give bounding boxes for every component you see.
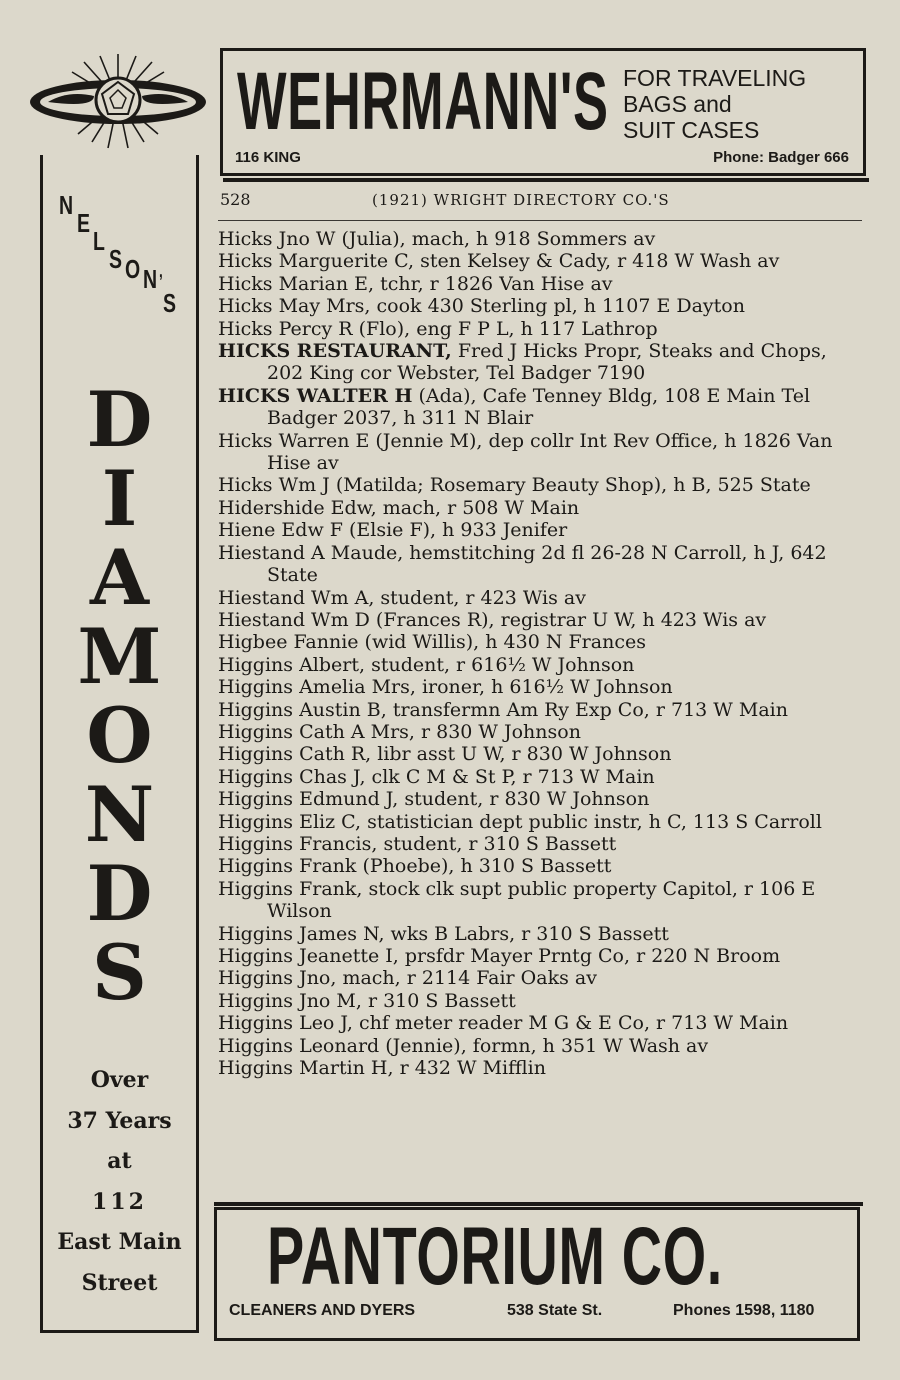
directory-entry [218,631,868,653]
directory-entry [218,811,868,833]
ad-service: CLEANERS AND DYERS [229,1302,416,1319]
tagline-line: FOR TRAVELING [623,65,807,91]
brand-letter: N [59,190,74,220]
entry-text: Hicks Marguerite C, sten Kelsey & Cady, r 418 W Wash av [218,250,780,273]
entry-text: Higgins Chas J, clk C M & St P, r 713 W Main [218,765,655,788]
tagline-line: BAGS and [623,91,732,117]
nelsons-brand [55,192,195,322]
brand-letter: O [125,254,141,284]
entry-text: Higgins Leonard (Jennie), formn, h 351 W Wash av [218,1034,709,1057]
entry-text: Higgins Austin B, transfermn Am Ry Exp Co, r 713 W Main [218,698,788,721]
directory-entry [218,833,868,855]
directory-entry [218,318,868,340]
headline-letter: O [86,691,153,780]
entry-text: Higgins Francis, student, r 310 S Bassett [218,832,617,855]
entry-text: Hiestand A Maude, hemstitching 2d fl 26-28 N Carroll, h J, 642 State [218,541,827,587]
headline-letter: N [84,770,155,859]
directory-entry [218,654,868,676]
directory-entry [218,273,868,295]
brand-letter: E [77,208,91,238]
entry-text: Higgins Cath R, libr asst U W, r 830 W Johnson [218,743,672,766]
headline-letter: M [77,612,162,701]
pantorium-ad [214,1207,860,1341]
entry-text: Higgins Frank, stock clk supt public property Capitol, r 106 E Wilson [218,877,816,923]
directory-entry [218,385,868,430]
ad-line: Over [90,1067,149,1093]
ad-line: at [107,1148,132,1174]
entry-text: Higgins Frank (Phoebe), h 310 S Bassett [218,855,612,878]
directory-entry [218,587,868,609]
directory-entry [218,1057,868,1079]
entry-lead: HICKS RESTAURANT, [218,340,452,363]
entry-text: Hicks Marian E, tchr, r 1826 Van Hise av [218,272,613,295]
entry-text: Higgins Martin H, r 432 W Mifflin [218,1057,546,1080]
ad-line: East Main [57,1229,182,1255]
directory-entry [218,721,868,743]
headline-letter: D [86,849,153,938]
brand-letter: N [143,264,158,294]
brand-letter: L [93,226,105,256]
directory-entry [218,676,868,698]
entry-text: Hiestand Wm D (Frances R), registrar U W, h 423 Wis av [218,608,767,631]
ad-brand-name: PANTORIUM CO. [267,1211,723,1302]
entry-text: Higgins Amelia Mrs, ironer, h 616½ W Johnson [218,676,673,699]
ad-line: 112 [92,1188,147,1215]
directory-entry [218,519,868,541]
wehrmanns-ad [220,48,866,176]
directory-entry [218,430,868,475]
directory-entry [218,228,868,250]
directory-entry [218,609,868,631]
entry-lead: HICKS WALTER H [218,384,413,407]
directory-entry [218,699,868,721]
entry-text: Higgins Leo J, chf meter reader M G & E Co, r 713 W Main [218,1012,789,1035]
brand-letter: S [109,244,123,274]
entry-text: Hicks May Mrs, cook 430 Sterling pl, h 1107 E Dayton [218,295,745,318]
entry-text: Hicks Wm J (Matilda; Rosemary Beauty Shop), h B, 525 State [218,474,811,497]
directory-entry [218,855,868,877]
headline-letter: I [101,454,138,543]
ad-line: Street [81,1269,158,1296]
running-head: (1921) WRIGHT DIRECTORY CO.'S [372,191,670,209]
entry-text: Higbee Fannie (wid Willis), h 430 N Frances [218,631,646,654]
brand-letter: , [159,261,163,281]
entry-text: Hicks Warren E (Jennie M), dep collr Int Rev Office, h 1826 Van Hise av [218,429,833,475]
entry-text: Higgins Edmund J, student, r 830 W Johnson [218,788,650,811]
directory-entry [218,1012,868,1034]
directory-entry [218,878,868,923]
entry-text: Higgins Jno, mach, r 2114 Fair Oaks av [218,967,597,990]
headline-letter: S [92,928,147,1017]
ad-brand-name: WEHRMANN'S [237,56,609,147]
ad-address: 538 State St. [507,1302,603,1319]
entry-text: Higgins Jeanette I, prsfdr Mayer Prntg Co, r 220 N Broom [218,945,781,967]
directory-entry [218,1035,868,1057]
directory-entry [218,340,868,385]
header-rule [218,220,862,221]
brand-letter: S [163,288,177,318]
directory-entry [218,497,868,519]
ad-line: 37 Years [67,1107,172,1134]
directory-entry [218,945,868,967]
entry-text: Higgins Cath A Mrs, r 830 W Johnson [218,720,581,743]
ad-phones: Phones 1598, 1180 [673,1302,815,1319]
tagline-line: SUIT CASES [623,117,760,143]
entry-text: Higgins Jno M, r 310 S Bassett [218,989,516,1012]
entry-text: Higgins James N, wks B Labrs, r 310 S Bassett [218,922,669,945]
ad-phone: Phone: Badger 666 [713,149,849,166]
directory-entries [218,228,868,1079]
entry-text: Higgins Eliz C, statistician dept public instr, h C, 113 S Carroll [218,810,822,833]
left-ad-copy [40,1060,199,1303]
entry-text: Fred J Hicks Propr, Steaks and Chops, 202 King cor Webster, Tel Badger 7190 [267,340,827,385]
directory-entry [218,923,868,945]
diamond-ring-icon [28,52,208,152]
page-number: 528 [220,190,251,209]
directory-entry [218,542,868,587]
directory-entry [218,295,868,317]
directory-entry [218,474,868,496]
entry-text: Hidershide Edw, mach, r 508 W Main [218,496,580,519]
directory-entry [218,967,868,989]
entry-text: Hiestand Wm A, student, r 423 Wis av [218,586,586,609]
directory-entry [218,990,868,1012]
ad-tagline [623,65,806,143]
ad-address: 116 KING [235,149,301,166]
directory-entry [218,250,868,272]
diamonds-headline [40,375,199,1017]
directory-entry [218,766,868,788]
headline-letter: D [86,375,153,464]
entry-text: Hicks Jno W (Julia), mach, h 918 Sommers av [218,228,656,250]
headline-letter: A [90,533,149,622]
directory-entry [218,743,868,765]
entry-text: Hicks Percy R (Flo), eng F P L, h 117 Lathrop [218,317,658,340]
entry-text: (Ada), Cafe Tenney Bldg, 108 E Main Tel Badger 2037, h 311 N Blair [267,384,811,430]
entry-text: Hiene Edw F (Elsie F), h 933 Jenifer [218,519,568,542]
entry-text: Higgins Albert, student, r 616½ W Johnson [218,653,635,676]
directory-entry [218,788,868,810]
